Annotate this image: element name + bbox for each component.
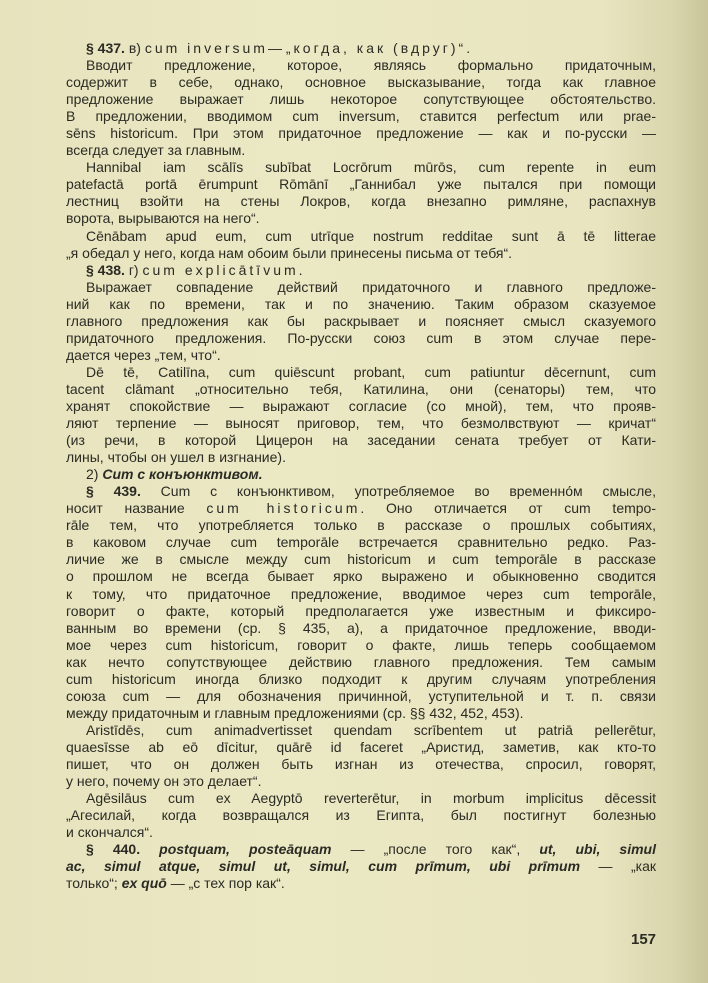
spaced-term: cum historicum	[206, 500, 361, 517]
text-span: ляют терпение — выносят приговор, тем, что безмолвствуют — кричат“	[66, 415, 656, 432]
text-line	[66, 722, 656, 739]
text-span: . Оно отличается от cum tempo-	[360, 500, 656, 517]
text-span: — „с тех пор как“.	[166, 875, 285, 892]
text-line	[66, 483, 656, 500]
section-number: § 439.	[86, 483, 141, 500]
text-span: Hannibal iam scālīs subībat Locrōrum mūrōs, cum repente in eum	[86, 159, 656, 176]
text-line	[66, 159, 656, 176]
text-span: Cēnābam apud eum, cum utrīque nostrum redditae sunt ā tē litterae	[86, 227, 656, 244]
text-span: Cum с конъюнктивом, употребляемое во временно́м смысле,	[140, 483, 656, 500]
text-span: rāle тем, что употребляется только в рассказе о прошлых событиях,	[66, 517, 656, 534]
text-span: Aristīdēs, cum animadvertisset quendam scrībentem ut patriā pellerētur,	[86, 721, 656, 738]
text-line	[66, 551, 656, 568]
text-line	[66, 739, 656, 756]
italic-term: Cum с конъюнктивом.	[102, 466, 263, 483]
text-line	[66, 296, 656, 313]
text-line	[66, 330, 656, 347]
text-span: —	[267, 40, 286, 56]
text-line	[66, 91, 656, 108]
paragraph	[66, 279, 656, 364]
italic-term: ut, ubi, simul	[539, 841, 656, 858]
text-span: в)	[124, 40, 145, 56]
paragraph	[66, 159, 656, 227]
text-span: Dē tē, Catilīna, cum quiēscunt probant, cum patiuntur dēcernunt, cum	[86, 363, 656, 380]
paragraph	[66, 262, 656, 279]
text-line	[66, 193, 656, 210]
text-line	[66, 620, 656, 637]
text-line	[66, 773, 656, 790]
text-span: 2)	[86, 466, 103, 483]
text-span: В предложении, вводимом cum inversum, ставится perfectum или prae-	[66, 108, 656, 125]
text-line	[66, 466, 656, 483]
text-line	[66, 210, 656, 227]
paragraph	[66, 57, 656, 159]
text-span: пишет, что он должен быть изгнан из отечества, спросил, говорят,	[66, 755, 656, 772]
text-span: говорит о факте, который предполагается уже известным и фиксиро-	[66, 602, 656, 619]
text-line	[66, 807, 656, 824]
text-span: лестниц взойти на стены Локров, когда внезапно римляне, распахнув	[66, 193, 656, 210]
text-span: придаточного предложения. По-русски союз cum в этом случае пере-	[66, 329, 656, 346]
text-span: ний как по времени, так и по значению. Таким образом сказуемое	[66, 295, 656, 312]
section-number: § 440.	[86, 841, 141, 858]
text-span: главного предложения как бы раскрывает и поясняет смысл сказуемого	[66, 312, 656, 329]
text-span: в каковом случае cum temporāle встречается сравнительно редко. Раз-	[66, 534, 656, 551]
text-line	[66, 262, 656, 279]
paragraph	[66, 722, 656, 790]
text-span: союза cum — для обозначения причинной, уступительной и т. п. связи	[66, 687, 656, 704]
italic-term: ac, simul atque, simul ut, simul, cum prīmum, ubi prīmum	[66, 858, 581, 875]
page-body-text	[66, 40, 656, 892]
text-line	[66, 637, 656, 654]
text-line	[66, 688, 656, 705]
text-span: предложение выражает лишь некоторое сопутствующее обстоятельство.	[66, 91, 656, 108]
text-span: ворота, вырываются на него“.	[66, 210, 260, 227]
text-span: и скончался“.	[66, 824, 153, 841]
text-span: tacent clāmant „относительно тебя, Катилина, они (сенаторы) тем, что	[66, 380, 656, 397]
text-span: как нечто сопутствующее действию главного предложения. Тем самым	[66, 653, 656, 670]
section-number: § 437.	[86, 40, 125, 56]
paragraph	[66, 466, 656, 483]
text-span: к тому, что придаточное предложение, вводимое через cum temporāle,	[66, 585, 656, 602]
text-span: между придаточным и главным предложениями (ср. §§ 432, 452, 453).	[66, 704, 524, 721]
paragraph	[66, 228, 656, 262]
text-line	[66, 875, 656, 892]
text-line	[66, 415, 656, 432]
text-line	[66, 756, 656, 773]
text-span: Agēsilāus cum ex Aegyptō reverterētur, in morbum implicitus dēcessit	[86, 790, 656, 807]
text-line	[66, 279, 656, 296]
spaced-term: cum inversum	[144, 40, 268, 56]
text-line	[66, 347, 656, 364]
paragraph	[66, 40, 656, 57]
text-span: только“;	[66, 875, 122, 892]
text-line	[66, 654, 656, 671]
text-line	[66, 364, 656, 381]
spaced-term: „когда, как (вдруг)“.	[285, 40, 474, 56]
text-span: носит название	[66, 500, 207, 517]
text-line	[66, 603, 656, 620]
text-span: всегда следует за главным.	[66, 142, 246, 159]
text-span: quaesīsse ab eō dīcitur, quārē id faceret „Аристид, заметив, как кто-то	[66, 738, 656, 755]
text-span: дается через „тем, что“.	[66, 346, 221, 363]
text-span: хранят спокойствие — выражают согласие (со мной), тем, что прояв-	[66, 397, 656, 414]
paragraph	[66, 364, 656, 466]
text-line	[66, 381, 656, 398]
text-span: г)	[124, 261, 143, 278]
paragraph	[66, 790, 656, 841]
text-line	[66, 108, 656, 125]
text-line	[66, 449, 656, 466]
spaced-term: cum explicātīvum.	[142, 261, 306, 278]
text-line	[66, 313, 656, 330]
text-line	[66, 125, 656, 142]
paragraph	[66, 483, 656, 722]
text-line	[66, 824, 656, 841]
text-line	[66, 228, 656, 245]
text-span: о прошлом не всегда бывает ярко выражено и обыкновенно сводится	[66, 568, 656, 585]
text-line	[66, 705, 656, 722]
text-span: лины, чтобы он ушел в изгнание).	[66, 449, 286, 466]
text-span: мое через cum historicum, говорит о факте, лишь теперь сообщаемом	[66, 636, 656, 653]
text-line	[66, 74, 656, 91]
text-line	[66, 245, 656, 262]
text-line	[66, 398, 656, 415]
text-span: Выражает совпадение действий придаточного и главного предложе-	[86, 278, 656, 295]
text-span: личие же в смысле между cum historicum и cum temporāle в рассказе	[66, 551, 656, 568]
text-line	[66, 500, 656, 517]
text-line	[66, 841, 656, 858]
text-line	[66, 40, 656, 57]
text-span: „Агесилай, когда возвращался из Египта, был постигнут болезнью	[66, 807, 656, 824]
text-span: — „как	[580, 858, 656, 875]
text-span	[140, 841, 159, 857]
text-span: ванным во времени (ср. § 435, а), а придаточное предложение, вводи-	[66, 619, 656, 636]
text-line	[66, 586, 656, 603]
italic-term: postquam, posteāquam	[159, 841, 332, 858]
text-line	[66, 671, 656, 688]
section-number: § 438.	[86, 261, 125, 278]
text-line	[66, 142, 656, 159]
text-line	[66, 517, 656, 534]
page-number: 157	[631, 931, 657, 948]
paragraph	[66, 841, 656, 892]
text-span: — „после того как“,	[331, 841, 540, 858]
text-span: (из речи, в которой Цицерон на заседании сената требует от Кати-	[66, 432, 656, 449]
italic-term: ex quō	[121, 875, 167, 892]
text-line	[66, 176, 656, 193]
text-line	[66, 858, 656, 875]
text-span: Вводит предложение, которое, являясь формально придаточным,	[86, 57, 656, 74]
text-line	[66, 790, 656, 807]
text-line	[66, 432, 656, 449]
text-span: cum historicum иногда близко подходит к другим случаям употребления	[66, 670, 656, 687]
text-line	[66, 568, 656, 585]
text-span: у него, почему он это делает“.	[66, 773, 262, 790]
text-span: содержит в себе, однако, основное высказывание, тогда как главное	[66, 74, 656, 91]
text-line	[66, 534, 656, 551]
text-line	[66, 57, 656, 74]
text-span: patefactā portā ērumpunt Rōmānī „Ганнибал уже пытался при помощи	[66, 176, 656, 193]
text-span: sēns historicum. При этом придаточное предложение — как и по-русски —	[66, 125, 656, 142]
text-span: „я обедал у него, когда нам обоим были принесены письма от тебя“.	[66, 244, 513, 261]
